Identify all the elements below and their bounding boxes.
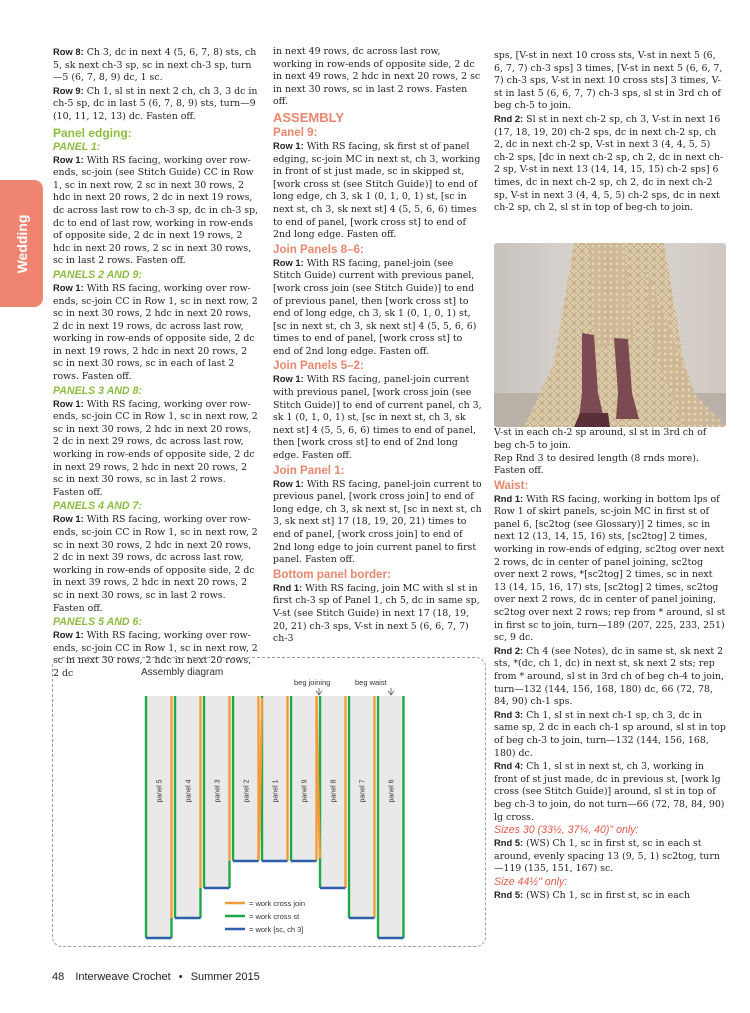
row-label: Rnd 5: (494, 888, 524, 900)
panel-label: panel 2 (243, 779, 251, 803)
instruction-text: With RS facing, working over row-ends, sc-join (see Stitch Guide) CC in Row 1, sc in next row, 2 sc in next 30 rows, 2 hdc in next 20 rows, 2 dc in next 19 rows, dc across last row to ch-3 sp, dc in ch-3 sp, dc to end of last row, working in row-ends of opposite side, 2 dc in next 19 rows, 2 hdc in next 20 rows, 2 sc in next 30 rows, sc in last 2 rows. Fasten off. (53, 154, 259, 267)
legend-label: = work cross st (249, 912, 300, 921)
instruction-text: With RS facing, sk first st of panel edging, sc-join MC in next st, ch 3, working in front of st just made, sc in skipped st, [work cross st (see Stitch Guide)] to end of long edge, ch 3, sk 1 (0, 1, 0, 1) st, [sc in next st, ch 3, sk next st] 4 (5, 5, 6, 6) times to end of panel, [work cross st] to end of 2nd long edge. Fasten off. (273, 140, 481, 241)
instruction-paragraph (53, 513, 260, 615)
instruction-text: With RS facing, working over row-ends, sc-join CC in Row 1, sc in next row, 2 sc in next 30 rows, 2 hdc in next 20 rows, 2 dc (53, 630, 258, 679)
instruction-paragraph (53, 154, 260, 268)
magazine-name: Interweave Crochet (75, 971, 171, 983)
instruction-text: (WS) Ch 1, sc in first st, sc in each st around, evenly spacing 13 (9, 5, 1) sc2tog, turn—119 (135, 151, 167) sc. (494, 838, 720, 875)
issue-date: Summer 2015 (190, 971, 260, 983)
column-1 (53, 46, 260, 681)
instruction-paragraph (494, 113, 726, 215)
instruction-text: Ch 3, dc in next 4 (5, 6, 7, 8) sts, ch 5, sk next ch-3 sp, sc in next ch-3 sp, turn—5 (6, 7, 8, 9) dc, 1 sc. (53, 47, 257, 84)
instruction-paragraph (273, 46, 482, 109)
row-label: Row 1: (273, 139, 304, 151)
panel-shape (349, 696, 375, 918)
label-beg-waist: beg waist (355, 678, 387, 687)
panel-shape (175, 696, 201, 918)
section-heading: Sizes 30 (33½, 37¼, 40)" only: (494, 824, 639, 837)
section-heading: PANELS 4 AND 7: (53, 500, 142, 513)
section-heading: Size 44½" only: (494, 875, 568, 888)
panel-label: panel 5 (156, 779, 164, 803)
section-heading: Bottom panel border: (273, 567, 391, 581)
panel-label: panel 4 (185, 779, 193, 803)
row-label: Row 1: (53, 513, 84, 525)
garment-photo (494, 243, 726, 427)
instruction-text: Ch 1, sl st in next 2 ch, ch 3, 3 dc in ch-5 sp, dc in last 5 (6, 7, 8, 9) sts, turn—9 (10, 11, 12, 13) dc. Fasten off. (53, 85, 258, 122)
instruction-text: (WS) Ch 1, sc in first st, sc in each (523, 889, 690, 901)
instruction-text: With RS facing, working over row-ends, sc-join CC in Row 1, sc in next row, 2 sc in next 30 rows, 2 hdc in next 20 rows, 2 dc in next 19 rows, dc across last row, working in row-ends of opposite side, 2 dc in next 19 rows, 2 hdc in next 20 rows, 2 sc in next 30 rows, sc in each of last 2 rows. Fasten off. (53, 282, 258, 383)
row-label: Row 1: (273, 477, 304, 489)
arrow-icon (388, 688, 394, 695)
section-heading: PANELS 3 AND 8: (53, 384, 142, 397)
page-footer (52, 971, 260, 983)
instruction-paragraph (494, 493, 726, 645)
instruction-paragraph (494, 889, 726, 903)
panel-label: panel 7 (359, 779, 367, 803)
panel-label: panel 8 (330, 779, 338, 803)
legend-label: = work [sc, ch 3] (249, 925, 304, 934)
panel-label: panel 9 (301, 779, 309, 803)
instruction-text: With RS facing, join MC with sl st in first ch-3 sp of Panel 1, ch 5, dc in same sp, V-st (see Stitch Guide) in next 17 (18, 19, 20, 21) ch-3 sps, V-st in next 5 (6, 6, 7, 7) ch-3 (273, 582, 480, 645)
instruction-paragraph (494, 837, 726, 876)
row-label: Row 8: (53, 46, 84, 57)
section-heading: PANELS 5 AND 6: (53, 616, 142, 629)
row-label: Rnd 2: (494, 644, 524, 656)
instruction-paragraph (273, 140, 482, 242)
section-heading: Panel edging: (53, 125, 132, 140)
row-label: Row 1: (53, 629, 84, 641)
column-3-top (494, 50, 726, 215)
panel-shape (378, 696, 404, 938)
panel-shape (233, 696, 259, 861)
page-number: 48 (52, 971, 65, 983)
section-heading: ASSEMBLY (273, 109, 345, 125)
instruction-text: in next 49 rows, dc across last row, working in row-ends of opposite side, 2 dc in next 49 rows, 2 hdc in next 20 rows, 2 sc in next 30 rows, sc in last 2 rows. Fasten off. (273, 46, 481, 108)
row-label: Rnd 1: (494, 492, 524, 504)
assembly-diagram (52, 657, 486, 947)
instruction-paragraph (273, 373, 482, 462)
column-2 (273, 46, 482, 646)
panel-label: panel 6 (388, 779, 396, 803)
row-label: Rnd 5: (494, 837, 524, 849)
row-label: Row 1: (53, 281, 84, 293)
instruction-text: Ch 1, sl st in next ch-1 sp, ch 3, dc in same sp, 2 dc in each ch-1 sp around, sl st in top of beg ch-3 to join, turn—132 (144, 156, 168, 180) dc. (494, 709, 726, 759)
instruction-paragraph (53, 282, 260, 384)
row-label: Rnd 3: (494, 708, 524, 720)
panel-shape (146, 696, 172, 938)
instruction-paragraph (494, 760, 726, 824)
instruction-paragraph (53, 85, 260, 124)
row-label: Rnd 2: (494, 112, 524, 124)
instruction-text: Sl st in next ch-2 sp, ch 3, V-st in next 16 (17, 18, 19, 20) ch-2 sps, dc in next ch-2 sp, ch 2, dc in next ch-2 sp, V-st in next 3 (4, 4, 5, 5) ch-2 sps, [dc in next ch-2 sp, ch 2, dc in next ch-2 sp, V-st in next 13 (14, 14, 15, 15) ch-2 sps] 6 times, dc in next ch-2 sp, ch 2, dc in next ch-2 sp, V-st in next 3 (4, 4, 5, 5) ch-2 sps, dc in next ch-2 sp, ch 2, sl st in top of beg-ch to join. (494, 113, 724, 214)
arrow-icon (316, 688, 322, 695)
instruction-text: Rep Rnd 3 to desired length (8 rnds more). Fasten off. (494, 452, 699, 477)
instruction-text: With RS facing, working in bottom lps of Row 1 of skirt panels, sc-join MC in first st of panel 6, [sc2tog (see Glossary)] 2 times, sc in next 12 (13, 14, 15, 16) sts, [sc2tog] 2 times, working in row-ends of edging, sc2tog over next 2 rows, dc in center of panel joining, sc2tog over next 2 rows, *[sc2tog] 2 times, sc in next 13 (14, 15, 16, 17) sts, [sc2tog] 2 times, sc2tog over next 2 rows, dc in center of panel joining, sc2tog over next 2 rows; rep from * around, sl st in first sc to join, turn—189 (207, 225, 233, 251) sc, 9 dc. (494, 493, 726, 644)
instruction-text: With RS facing, working over row-ends, sc-join CC in Row 1, sc in next row, 2 sc in next 30 rows, 2 hdc in next 20 rows, 2 dc in next 39 rows, dc across last row, working in row-ends of opposite side, 2 dc in next 39 rows, 2 hdc in next 20 rows, 2 sc in next 30 rows, sc in last 2 rows. Fasten off. (53, 514, 258, 614)
legend-label: = work cross join (249, 899, 306, 908)
instruction-paragraph (494, 453, 726, 478)
section-tab-label: Wedding (13, 214, 30, 273)
row-label: Rnd 1: (273, 581, 303, 593)
instruction-paragraph (494, 709, 726, 760)
instruction-paragraph (494, 645, 726, 709)
diagram-title: Assembly diagram (141, 667, 224, 678)
section-heading: Panel 9: (273, 125, 318, 139)
section-heading: Join Panels 5–2: (273, 359, 364, 373)
row-label: Row 9: (53, 84, 84, 96)
label-beg-joining: beg joining (294, 678, 331, 687)
instruction-text: With RS facing, working over row-ends, sc-join CC in Row 1, sc in next row, 2 sc in next 30 rows, 2 hdc in next 20 rows, 2 dc in next 29 rows, dc across last row, working in row-ends of opposite side, 2 dc in next 29 rows, 2 hdc in next 20 rows, 2 sc in next 30 rows, sc in last 2 rows. Fasten off. (53, 398, 258, 498)
section-tab (0, 180, 43, 307)
column-3-bottom (494, 414, 726, 903)
row-label: Row 1: (273, 256, 304, 268)
instruction-paragraph (494, 50, 726, 113)
instruction-paragraph (273, 257, 482, 359)
panel-label: panel 1 (272, 779, 280, 803)
instruction-text: V-st in each ch-2 sp around, sl st in 3rd ch of beg ch-5 to join. (494, 427, 707, 451)
section-heading: Waist: (494, 478, 529, 492)
panel-shape (262, 696, 288, 861)
instruction-text: With RS facing, panel-join current to previous panel, [work cross join] to end of long edge, ch 3, sk next st, [sc in next st, ch 3, sk next st] 17 (18, 19, 20, 21) times to end of panel, [work cross join] to end of 2nd long edge to join current panel to first panel. Fasten off. (273, 478, 482, 566)
panel-label: panel 3 (214, 779, 222, 803)
instruction-paragraph (273, 582, 482, 646)
instruction-text: sps, [V-st in next 10 cross sts, V-st in next 5 (6, 6, 7, 7) ch-3 sps] 3 times, [V-st in next 5 (6, 6, 7, 7) ch-3 sps, V-st in next 10 cross sts] 3 times, V-st in last 5 (6, 6, 7, 7) ch-3 sps, sl st in 3rd ch of beg ch-5 to join. (494, 50, 723, 112)
instruction-text: With RS facing, panel-join (see Stitch Guide) current with previous panel, [work cross join (see Stitch Guide)] to end of previous panel, then [work cross st] to end of long edge, ch 3, sk 1 (0, 1, 0, 1) st, [sc in next st, ch 3, sk next st] 4 (5, 5, 6, 6) times to end of panel, [work cross st] to end of 2nd long edge. Fasten off. (273, 257, 477, 357)
section-heading: PANEL 1: (53, 140, 101, 153)
instruction-paragraph (273, 478, 482, 567)
row-label: Row 1: (273, 373, 304, 385)
instruction-text: With RS facing, panel-join current with previous panel, [work cross join (see Stitch Guide)] to end of current panel, ch 3, sk 1 (0, 1, 0, 1) st, [sc in next st, ch 3, sk next st] 4 (5, 5, 6, 6) times to end of panel, then [work cross st] to end of 2nd long edge. Fasten off. (273, 374, 482, 462)
instruction-paragraph (53, 398, 260, 500)
section-heading: PANELS 2 AND 9: (53, 268, 142, 281)
panel-shape (291, 696, 317, 861)
section-heading: Join Panel 1: (273, 463, 345, 477)
column-3 (494, 50, 726, 903)
instruction-paragraph (53, 46, 260, 85)
row-label: Rnd 4: (494, 760, 524, 772)
section-heading: Join Panels 8–6: (273, 242, 364, 256)
row-label: Row 1: (53, 153, 84, 165)
footer-bullet: • (178, 971, 183, 983)
instruction-text: Ch 4 (see Notes), dc in same st, sk next 2 sts, *(dc, ch 1, dc) in next st, sk next 2 sts; rep from * around, sl st in 3rd ch of beg ch-4 to join, turn—132 (144, 156, 168, 180) dc, 66 (72, 78, 84, 90) ch-1 sps. (494, 645, 724, 708)
row-label: Row 1: (53, 397, 84, 409)
instruction-text: Ch 1, sl st in next st, ch 3, working in front of st just made, dc in previous st, [work lg cross (see Stitch Guide)] around, sl st in top of beg ch-3 to join, do not turn—66 (72, 78, 84, 90) lg cross. (494, 761, 725, 823)
